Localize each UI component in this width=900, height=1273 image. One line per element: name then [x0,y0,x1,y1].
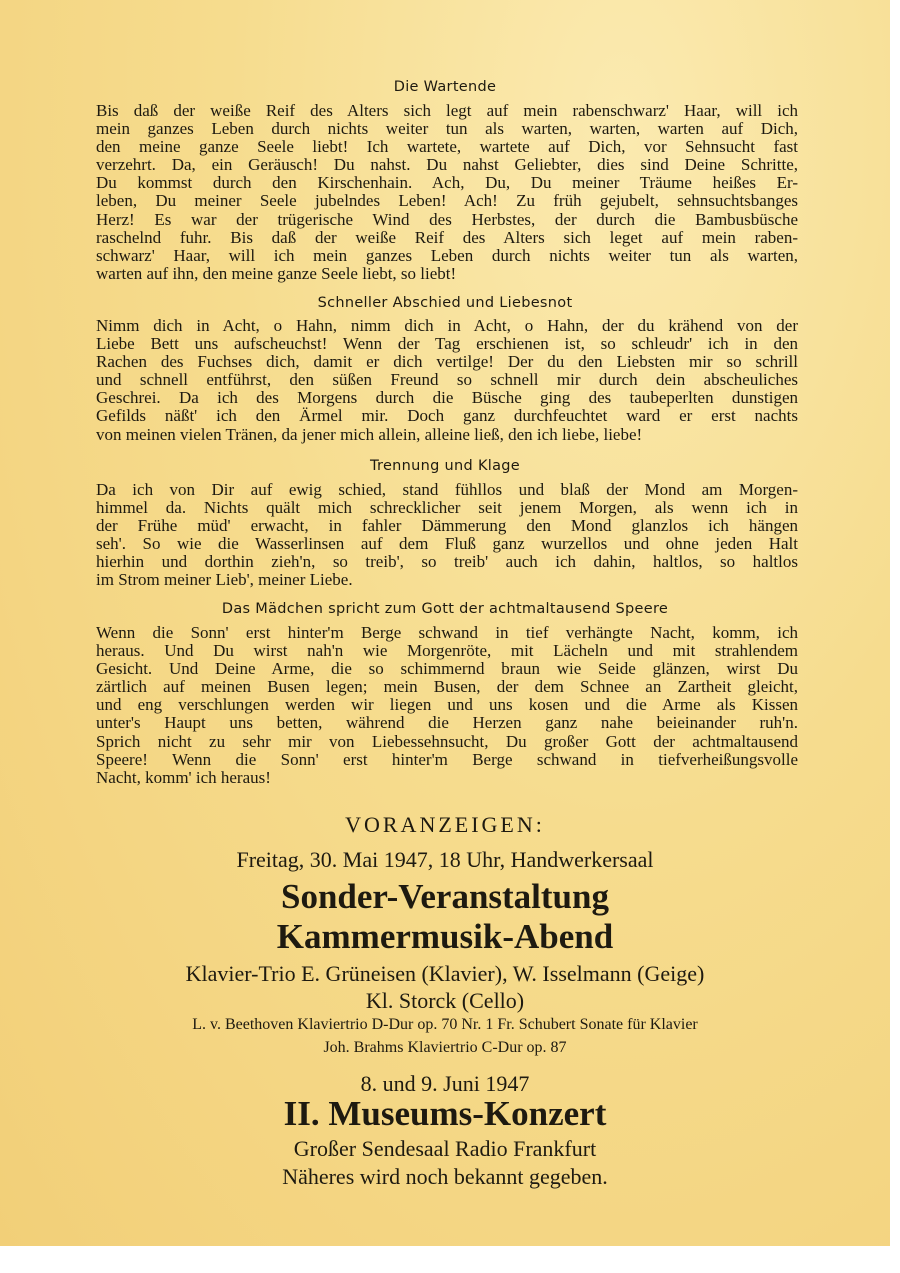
poem-line: und schnell entführst, den süßen Freund so schnell mir durch dein abscheuliches [96,370,798,390]
poem-body [96,102,798,283]
poem-line: den meine ganze Seele liebt! Ich wartete, wartete auf Dich, vor Sehnsucht fast [96,137,798,157]
poem-line: warten auf ihn, den meine ganze Seele liebt, so liebt! [96,263,457,283]
poem-line: Herz! Es war der trügerische Wind des Herbstes, der durch die Bambusbüsche [96,209,798,229]
poem-title: Das Mädchen spricht zum Gott der achtmaltausend Speere [221,601,669,617]
event1-date: Freitag, 30. Mai 1947, 18 Uhr, Handwerkersaal [236,847,654,872]
poem-line: Sprich nicht zu sehr mir von Liebessehnsucht, Du großer Gott der achtmaltausend [96,731,798,751]
poem-line: Speere! Wenn die Sonn' erst hinter'm Berge schwand in tiefverheißungsvolle [96,749,798,769]
poem-line: von meinen vielen Tränen, da jener mich allein, alleine ließ, den ich liebe, liebe! [96,424,643,444]
poem-body [96,317,798,444]
poem-line: Geschrei. Da ich des Morgens durch die Büsche ging des taubeperlten dunstigen [96,388,798,408]
poem-line: Gesicht. Und Deine Arme, die so schimmernd braun wie Seide glänzen, wirst Du [96,659,798,679]
poem-line: verzehrt. Da, ein Geräusch! Du nahst. Du nahst Geliebter, dies sind Deine Schritte, [96,155,798,175]
event2-title: II. Museums-Konzert [283,1094,607,1133]
event2-venue: Großer Sendesaal Radio Frankfurt [293,1136,597,1161]
poem-body [96,624,798,787]
event1-program-cont: Joh. Brahms Klaviertrio C-Dur op. 87 [323,1039,567,1056]
poem-line: Nacht, komm' ich heraus! [96,767,271,787]
poem-line: mein ganzes Leben durch nichts weiter tun als warten, warten, warten auf Dich, [96,119,798,139]
poem-line: im Strom meiner Lieb', meiner Liebe. [96,570,353,590]
poem-line: zärtlich auf meinen Busen legen; mein Busen, der dem Schnee an Zartheit gleicht, [96,677,798,697]
poem-line: raschelnd fuhr. Bis daß der weiße Reif des Alters sich leget auf mein raben- [96,227,798,247]
poem-line: heraus. Und Du wirst nah'n wie Morgenröte, mit Lächeln und mit strahlendem [96,641,798,661]
event2-date: 8. und 9. Juni 1947 [360,1071,530,1096]
event2-note: Näheres wird noch bekannt gegeben. [282,1164,608,1189]
poem-line: seh'. So wie die Wasserlinsen auf dem Fluß ganz wurzellos und ohne jeden Halt [96,534,798,554]
poem-line: unter's Haupt uns betten, während die Herzen ganz nahe beieinander ruh'n. [96,713,798,733]
announcements-heading: VORANZEIGEN: [345,812,545,837]
poem-line: Gefilds näßt' ich den Ärmel mir. Doch ganz durchfeuchtet ward er erst nachts [96,406,798,426]
poem-line: himmel da. Nichts quält mich schrecklicher seit jenem Morgen, als wenn ich in [96,498,798,518]
poem-line: hierhin und dorthin zieh'n, so treib', so treib' auch ich dahin, haltlos, so haltlos [96,552,798,572]
poem-line: Bis daß der weiße Reif des Alters sich legt auf mein rabenschwarz' Haar, will ich [96,101,798,120]
poem-line: und eng verschlungen werden wir liegen und uns kosen und die Arme als Kissen [96,695,798,715]
poem-line: Wenn die Sonn' erst hinter'm Berge schwand in tief verhängte Nacht, komm, ich [96,623,798,642]
poem-title: Die Wartende [393,79,497,95]
poem-line: Nimm dich in Acht, o Hahn, nimm dich in Acht, o Hahn, der du krähend von der [96,316,798,335]
poem-line: schwarz' Haar, will ich mein ganzes Leben durch nichts weiter tun als warten, [96,245,798,265]
event1-performers: Klavier-Trio E. Grüneisen (Klavier), W. Isselmann (Geige) [185,961,705,986]
poem-line: leben, Du meiner Seele jubelndes Leben! Ach! Zu früh gejubelt, sehnsuchtsbanges [96,191,798,211]
event1-subtitle: Kammermusik-Abend [276,917,614,956]
poem-body [96,481,798,590]
poem-line: Da ich von Dir auf ewig schied, stand fühllos und blaß der Mond am Morgen- [96,480,798,499]
event1-performers-cont: Kl. Storck (Cello) [365,988,525,1013]
poem-line: Liebe Bett uns aufscheuchst! Wenn der Tag erschienen ist, so schleudr' ich in den [96,334,798,354]
poem-title: Schneller Abschied und Liebesnot [317,295,573,311]
poem-line: der Frühe müd' erwacht, in fahler Dämmerung den Mond glanzlos ich hängen [96,516,798,536]
event1-title: Sonder-Veranstaltung [280,877,609,916]
poem-title: Trennung und Klage [369,458,520,474]
event1-program: L. v. Beethoven Klaviertrio D-Dur op. 70 Nr. 1 Fr. Schubert Sonate für Klavier [192,1016,698,1033]
poem-line: Du kommst durch den Kirschenhain. Ach, Du, Du meiner Träume heißes Er- [96,173,798,193]
poem-line: Rachen des Fuchses dich, damit er dich vertilge! Der du den Liebsten mir so schrill [96,352,798,372]
